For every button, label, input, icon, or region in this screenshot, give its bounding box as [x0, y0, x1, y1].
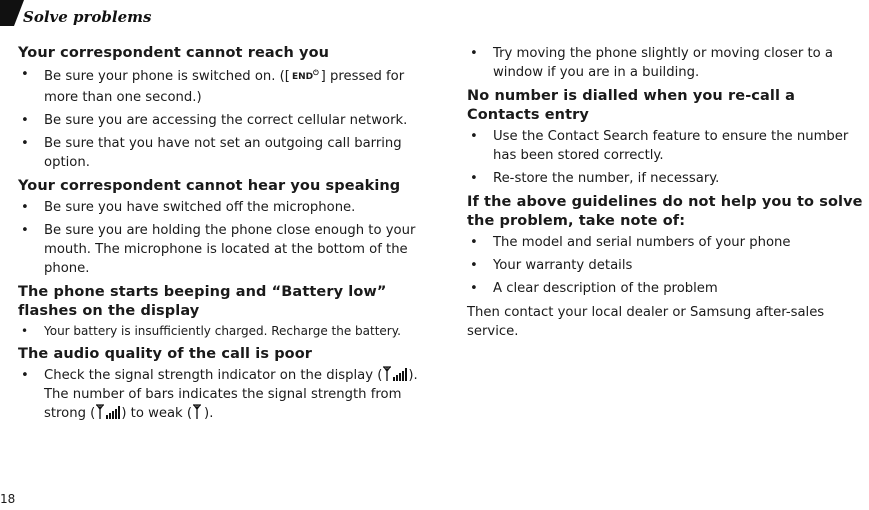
bullet-text: ] pressed for more than one second.) — [44, 69, 405, 105]
list-item: • Be sure you are holding the phone close enough to your mouth. The microphone is located at the bottom of the phone. — [18, 221, 428, 278]
heading-battery-low: The phone starts beeping and “Battery low” flashes on the display — [18, 284, 387, 319]
signal-full-icon — [382, 366, 408, 382]
section-battery-low — [18, 283, 428, 340]
header-bar — [0, 0, 14, 26]
heading-cannot-reach: Your correspondent cannot reach you — [18, 45, 330, 61]
section-audio-quality — [18, 345, 428, 423]
closing-paragraph: Then contact your local dealer or Samsung after-sales service. — [467, 305, 825, 339]
bullet-text: ). — [204, 406, 214, 421]
bullet-list — [18, 198, 428, 278]
signal-strong-icon — [95, 404, 121, 420]
bullet-text: ) to weak ( — [121, 406, 193, 421]
list-item: • Be sure you are accessing the correct cellular network. — [18, 111, 428, 130]
bullet-list — [18, 65, 428, 172]
list-item: • Use the Contact Search feature to ensure the number has been stored correctly. — [467, 127, 867, 165]
signal-weak-icon — [192, 404, 204, 420]
heading-no-number-dialled: No number is dialled when you re-call a Contacts entry — [467, 88, 796, 123]
list-item: • Be sure you have switched off the microphone. — [18, 198, 428, 217]
heading-take-note: If the above guidelines do not help you to solve the problem, take note of: — [467, 194, 863, 229]
page-number: 18 — [0, 492, 16, 506]
bullet-list — [467, 44, 867, 82]
section-cannot-hear — [18, 177, 428, 278]
heading-audio-quality: The audio quality of the call is poor — [18, 346, 313, 362]
end-key-icon: END⏻ — [291, 69, 319, 82]
list-item: • Try moving the phone slightly or moving closer to a window if you are in a building. — [467, 44, 867, 82]
list-item — [18, 65, 428, 107]
section-continued — [467, 44, 867, 82]
bullet-list — [467, 127, 867, 188]
section-no-number-dialled — [467, 87, 867, 188]
list-item: • Your warranty details — [467, 256, 867, 275]
heading-cannot-hear: Your correspondent cannot hear you speaking — [18, 178, 401, 194]
section-take-note — [467, 193, 867, 298]
list-item: • Re-store the number, if necessary. — [467, 169, 867, 188]
end-key-label: END — [291, 72, 314, 82]
right-column — [467, 44, 867, 341]
bullet-list — [467, 233, 867, 298]
bullet-text: Check the signal strength indicator on the display ( — [44, 368, 383, 383]
bullet-text: ). The number of bars indicates the signal strength from strong ( — [44, 368, 418, 421]
list-item: • Your battery is insufficiently charged. Recharge the battery. — [18, 323, 428, 340]
list-item: • The model and serial numbers of your phone — [467, 233, 867, 252]
bullet-text: Be sure your phone is switched on. ([ — [44, 69, 290, 84]
list-item — [18, 366, 428, 423]
bullet-list — [18, 323, 428, 340]
list-item: • A clear description of the problem — [467, 279, 867, 298]
left-column — [18, 44, 428, 428]
section-cannot-reach — [18, 44, 428, 172]
bullet-list — [18, 366, 428, 423]
list-item: • Be sure that you have not set an outgoing call barring option. — [18, 134, 428, 172]
section-title: Solve problems — [23, 8, 152, 26]
